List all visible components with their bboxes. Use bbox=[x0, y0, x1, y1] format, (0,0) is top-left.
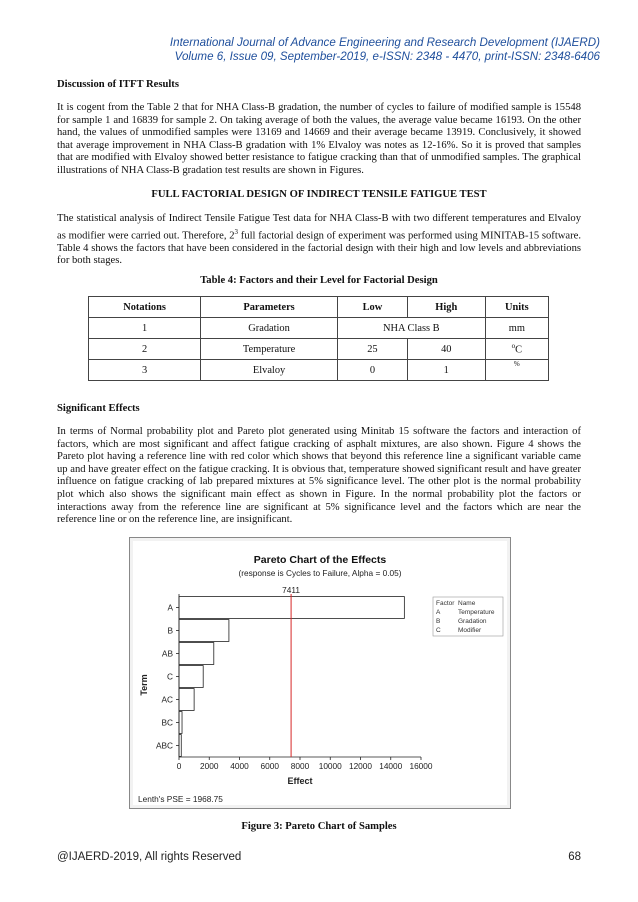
bar-ab bbox=[179, 643, 214, 665]
chart-title: Pareto Chart of the Effects bbox=[253, 554, 387, 566]
y-tick-label: AC bbox=[161, 694, 173, 705]
y-tick-label: AB bbox=[161, 648, 173, 659]
bar-ac bbox=[179, 689, 194, 711]
table-cell: 40 bbox=[407, 339, 485, 360]
y-tick-label: BC bbox=[161, 717, 173, 728]
table-header: Units bbox=[485, 297, 548, 318]
page-number: 68 bbox=[568, 851, 581, 863]
bar-a bbox=[179, 597, 404, 619]
y-tick-label: A bbox=[167, 602, 173, 613]
pareto-chart-canvas bbox=[133, 541, 507, 805]
lenth-pse-note: Lenth's PSE = 1968.75 bbox=[138, 794, 223, 804]
x-tick-label: 4000 bbox=[230, 761, 249, 771]
page-footer bbox=[57, 851, 581, 863]
bar-bc bbox=[179, 712, 182, 734]
x-tick-label: 8000 bbox=[290, 761, 310, 771]
x-tick-label: 12000 bbox=[348, 761, 373, 771]
pareto-chart-frame bbox=[129, 537, 511, 809]
table-cell: % bbox=[485, 360, 548, 381]
table-cell: mm bbox=[485, 318, 548, 339]
section-heading-factorial: FULL FACTORIAL DESIGN OF INDIRECT TENSILE FATIGUE TEST bbox=[151, 189, 487, 200]
table-row bbox=[89, 360, 549, 381]
x-tick-label: 2000 bbox=[200, 761, 219, 771]
legend-name: Temperature bbox=[458, 609, 495, 616]
section-heading-significant: Significant Effects bbox=[57, 403, 140, 414]
x-tick-label: 14000 bbox=[379, 761, 403, 771]
table-cell: 1 bbox=[407, 360, 485, 381]
table-header-row bbox=[89, 297, 549, 318]
table-cell: Temperature bbox=[201, 339, 338, 360]
figure-caption: Figure 3: Pareto Chart of Samples bbox=[241, 821, 397, 832]
paragraph-significant-effects: In terms of Normal probability plot and Pareto plot generated using Minitab 15 software the factors and interaction of factors, which are most significant and affect fatigue cracking of asphalt mixtures, are also shown. Figure 4 shows the Pareto plot having a reference line with red color which shows that beyond this reference line a significant variable came up and have greater effect on the fatigue cracking. It is obvious that, temperature showed significant result and have greater influence on fatigue cracking of lab prepared mixtures at 5% significance level. The other plot is the normal probability plot which also shows the significant main effect as shown in Figure. In the normal probability plot the factors or interactions away from the reference line are significant at 5% significance level and the factors which are near the reference line or on the reference line, are insignificant. bbox=[57, 426, 581, 526]
x-tick-label: 6000 bbox=[260, 761, 279, 771]
legend-factor: C bbox=[436, 627, 441, 634]
bar-b bbox=[179, 620, 229, 642]
legend-factor: A bbox=[436, 609, 441, 616]
y-tick-label: ABC bbox=[155, 740, 173, 751]
bar-c bbox=[179, 666, 203, 688]
legend-factor: B bbox=[436, 618, 441, 625]
y-tick-label: B bbox=[167, 625, 173, 636]
copyright-text: @IJAERD-2019, All rights Reserved bbox=[57, 851, 242, 863]
table-cell: 1 bbox=[89, 318, 201, 339]
table-cell: 2 bbox=[89, 339, 201, 360]
x-tick-label: 0 bbox=[176, 761, 182, 771]
reference-line-label: 7411 bbox=[282, 585, 301, 595]
legend-name: Gradation bbox=[458, 618, 487, 625]
factors-table bbox=[88, 296, 549, 381]
table-cell: Gradation bbox=[201, 318, 338, 339]
table-row bbox=[89, 318, 549, 339]
table-cell: Elvaloy bbox=[201, 360, 338, 381]
legend-header-factor: Factor bbox=[436, 600, 455, 607]
table-cell: 0 bbox=[337, 360, 407, 381]
journal-header bbox=[0, 36, 600, 64]
table-row bbox=[89, 339, 549, 360]
legend-header-name: Name bbox=[458, 600, 476, 607]
x-tick-label: 16000 bbox=[409, 761, 433, 771]
table-header: Parameters bbox=[201, 297, 338, 318]
x-axis-label: Effect bbox=[287, 776, 313, 786]
chart-legend bbox=[433, 597, 503, 636]
y-axis-label: Term bbox=[139, 674, 149, 696]
pareto-chart bbox=[133, 541, 507, 805]
section-heading-itft: Discussion of ITFT Results bbox=[57, 79, 179, 90]
table-header: Notations bbox=[89, 297, 201, 318]
paragraph-factorial-design: The statistical analysis of Indirect Tensile Fatigue Test data for NHA Class-B with two different temperatures and Elvaloy as modifier were carried out. Therefore, $2^3$ full factorial design of experiment was performed using MINITAB-15 software. Table 4 shows the factors that have been considered in the factorial design with their high and low levels and abbreviations for both stages. bbox=[57, 213, 581, 267]
table-cell: NHA Class B bbox=[337, 318, 485, 339]
table-cell: 25 bbox=[337, 339, 407, 360]
y-tick-label: C bbox=[167, 671, 173, 682]
legend-name: Modifier bbox=[458, 627, 482, 634]
chart-subtitle: (response is Cycles to Failure, Alpha = 0.05) bbox=[238, 568, 402, 578]
table-header: Low bbox=[337, 297, 407, 318]
table-title: Table 4: Factors and their Level for Factorial Design bbox=[200, 275, 438, 286]
table-cell: $^o$C bbox=[485, 339, 548, 360]
journal-title: International Journal of Advance Engineering and Research Development (IJAERD) bbox=[169, 36, 600, 49]
x-tick-label: 10000 bbox=[318, 761, 342, 771]
table-header: High bbox=[407, 297, 485, 318]
table-cell: 3 bbox=[89, 360, 201, 381]
journal-volume: Volume 6, Issue 09, September-2019, e-ISSN: 2348 - 4470, print-ISSN: 2348-6406 bbox=[174, 50, 600, 63]
paragraph-itft-results: It is cogent from the Table 2 that for NHA Class-B gradation, the number of cycles to failure of modified sample is 15548 for sample 1 and 16839 for sample 2. On taking average of both the values, the average value became 16193. On the other hand, the values of unmodified samples were 13169 and 14669 and their average became 13919. Conclusively, it showed that average improvement in NHA Class-B gradation with 1% Elvaloy was notes as 12-16%. So it is proved that samples that are modified with Elvaloy showed better resistance to fatigue cracking than that of unmodified samples. The graphical illustrations of NHA Class-B gradation test results are shown in Figures. bbox=[57, 102, 581, 176]
